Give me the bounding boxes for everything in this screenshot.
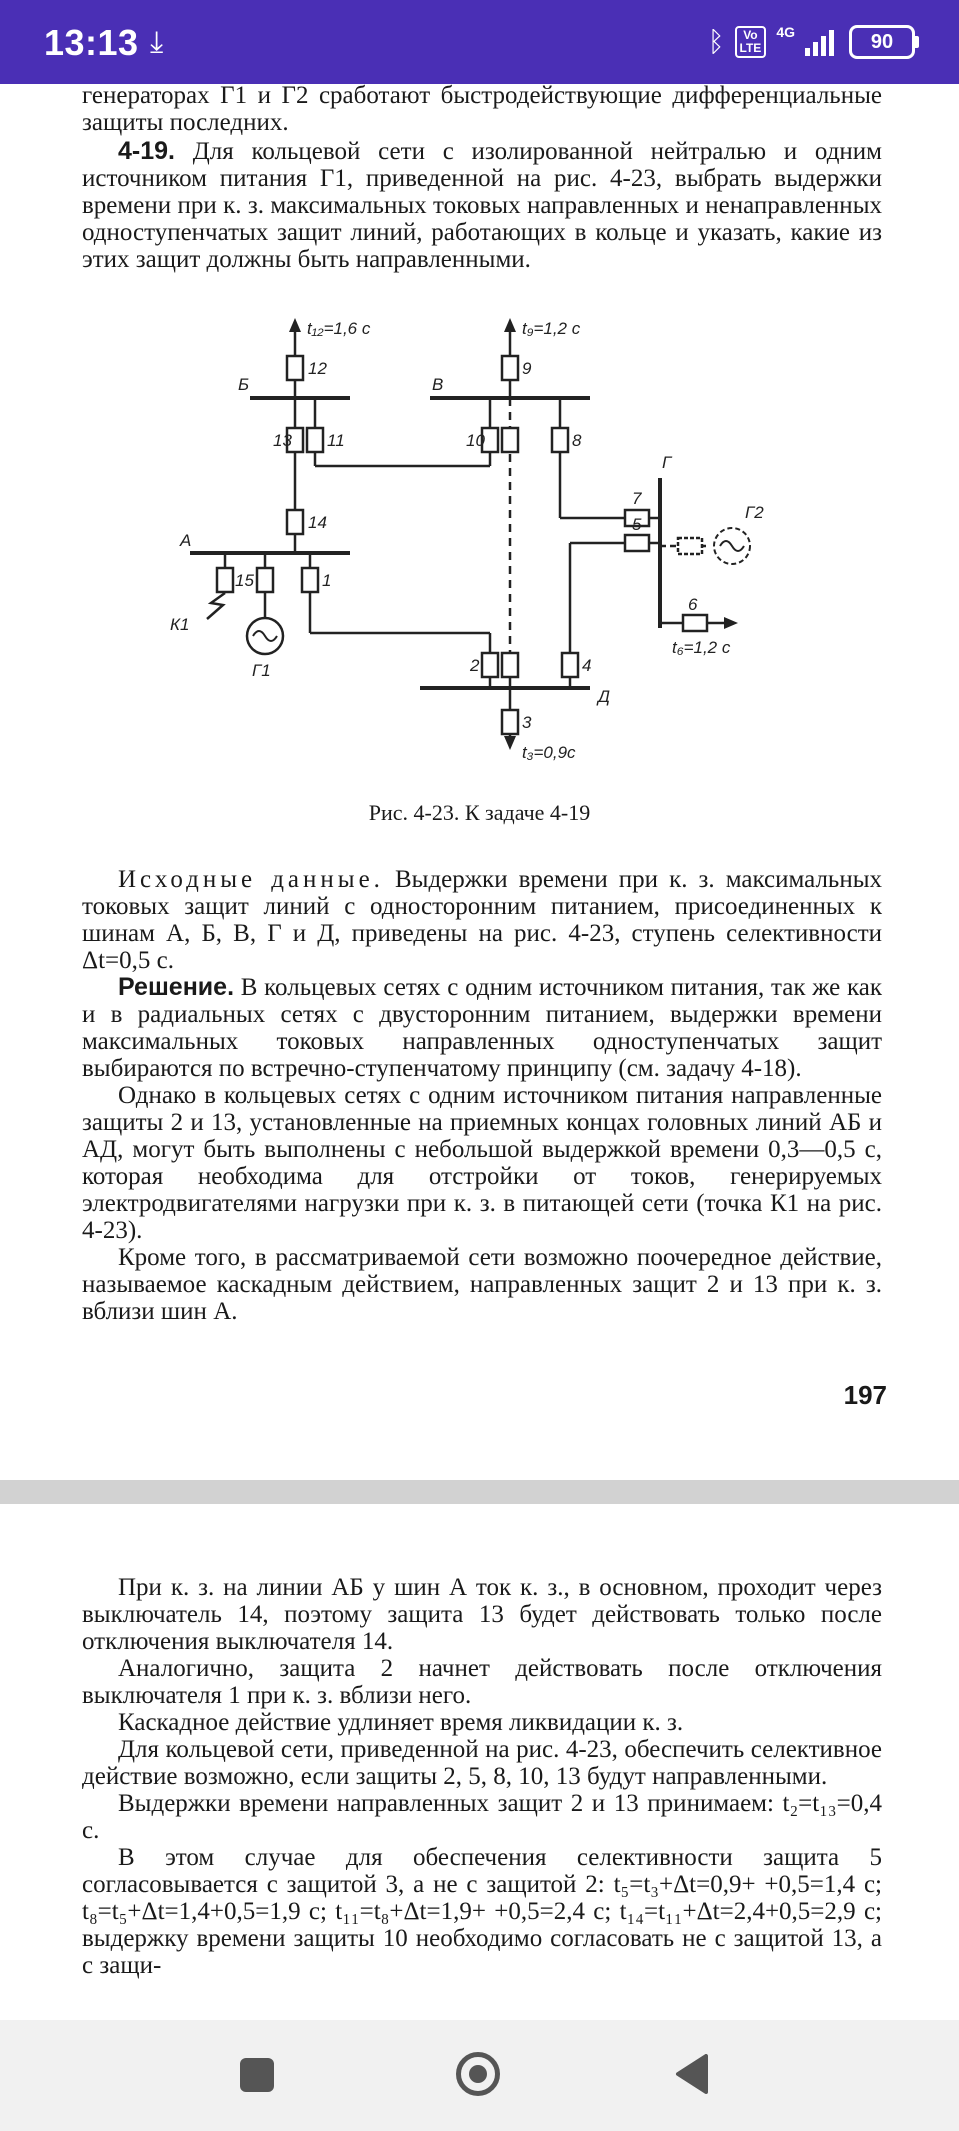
breaker-label-15: 15 [235,571,254,590]
breaker-15-icon [217,568,233,592]
circuit-diagram [170,318,790,778]
breaker-3-icon [502,710,518,734]
bus-label-v: В [432,375,444,394]
breaker-center-icon [502,428,518,452]
breaker-label-5: 5 [632,515,642,534]
breaker-label-7: 7 [632,489,642,508]
paragraph: генераторах Г1 и Г2 сработают быстродействующие дифференциальные защиты последних. [82,82,882,136]
problem-text: Для кольцевой сети с изолированной нейтралью и одним источником питания Г1, приведенной на рис. 4-23, выбрать выдержки времени при к. з. максимальных токовых направленных и ненаправленных одноступенчатых защит линий, работающих в кольце и указать, какие из этих защит должны быть направленными. [82,138,883,273]
paragraph: Выдержки времени направленных защит 2 и 13 принимаем: t₂=t₁₃=0,4 с. [82,1790,882,1844]
volte-icon: Vo LTE [735,26,767,58]
recent-apps-button[interactable] [240,2058,274,2092]
bus-label-a: А [180,531,192,550]
input-text: Выдержки времени при к. з. максимальных токовых защит линий с односторонним питанием, присоединенных к шинам А, Б, В, Г и Д, приведены на рис. 4-23, ступень селективности Δt=0,5 с. [82,866,882,974]
breaker-label-4: 4 [582,656,592,675]
breaker-label-2: 2 [470,656,480,675]
back-button[interactable] [674,2054,710,2094]
breaker-label-13: 13 [273,431,292,450]
page-number: 197 [843,1380,887,1410]
status-bar [0,0,959,84]
fault-k1-label: К1 [170,615,190,634]
home-button[interactable] [456,2052,500,2096]
breaker-8-icon [552,428,568,452]
breaker-6-icon [683,615,707,631]
problem-statement [82,138,882,273]
paragraph: Каскадное действие удлиняет время ликвидации к. з. [118,1709,684,1736]
breaker-label-6: 6 [688,595,698,614]
breaker-label-9: 9 [522,359,532,378]
breaker-5-icon [625,535,649,551]
status-time: 13:13 [44,22,139,63]
fault-k1-icon [207,593,225,619]
time-t9: t₉=1,2 с [522,319,581,338]
paragraph: Для кольцевой сети, приведенной на рис. 4-23, обеспечить селективное действие возможно, если защиты 2, 5, 8, 10, 13 будут направленными. [82,1736,882,1790]
breaker-2-icon [482,653,498,677]
solution-paragraph [82,974,882,1082]
breaker-11-icon [307,428,323,452]
breaker-label-10: 10 [466,431,485,450]
breaker-label-11: 11 [327,431,345,450]
paragraph: При к. з. на линии АБ у шин А ток к. з., в основном, проходит через выключатель 14, поэтому защита 13 будет действовать только после отключения выключателя 14. [82,1574,882,1655]
battery-icon [849,25,919,59]
battery-level: 90 [870,30,894,53]
breaker-g1-icon [257,568,273,592]
breaker-4-icon [562,653,578,677]
figure-caption: Рис. 4-23. К задаче 4-19 [368,800,591,825]
paragraph: В этом случае для обеспечения селективности защита 5 согласовывается с защитой 3, а не с защитой 2: t₅=t₃+Δt=0,9+ +0,5=1,4 с; t₈=t₅+Δt=1,4+0,5=1,9 с; t₁₁=t₈+Δt=1,9+ +0,5=2,4 с; t₁₄=t₁₁+Δt=2,4+0,5=2,9 с; выдержку времени защиты 10 необходимо согласовать не с защитой 13, а с защи- [82,1844,882,1979]
bus-label-d: Д [598,687,610,706]
page1-body-text [82,866,882,1325]
paragraph: Кроме того, в рассматриваемой сети возможно поочередное действие, называемое каскадным действием, направленных защит 2 и 13 при к. з. вблизи шин А. [82,1244,882,1325]
breaker-14-icon [287,510,303,534]
page2-body-text [82,1574,882,1979]
breaker-9-icon [502,356,518,380]
bus-label-g: Г [662,453,672,472]
page-separator [0,1480,959,1504]
breaker-label-1: 1 [322,571,332,590]
breaker-dash-icon [502,653,518,677]
breaker-label-12: 12 [308,359,327,378]
generator-g1-label: Г1 [252,661,271,680]
input-data-paragraph [82,866,882,974]
time-t6: t₆=1,2 с [672,638,731,657]
input-label: Исходные данные. [118,866,384,893]
paragraph: Аналогично, защита 2 начнет действовать после отключения выключателя 1 при к. з. вблизи него. [82,1655,882,1709]
problem-number: 4-19. [118,137,175,165]
time-t3: t₃=0,9с [522,743,576,762]
breaker-g2-icon [678,538,702,554]
bluetooth-icon: ᛒ [707,26,725,57]
breaker-label-14: 14 [308,513,327,532]
page1-top-text [82,82,882,273]
breaker-label-8: 8 [572,431,582,450]
generator-g2-label: Г2 [745,503,764,522]
solution-text: В кольцевых сетях с одним источником питания, так же как и в радиальных сетях с двусторонним питанием, выдержки времени максимальных токовых направленных одноступенчатых защит выбираются по встречно-ступенчатому принципу (см. задачу 4-18). [82,974,883,1082]
signal-icon [805,28,839,56]
breaker-1-icon [302,568,318,592]
bus-label-b: Б [238,375,250,394]
solution-label: Решение. [118,973,235,1001]
breaker-12-icon [287,356,303,380]
paragraph: Однако в кольцевых сетях с одним источником питания направленные защиты 2 и 13, установленные на приемных концах головных линий АБ и АД, могут быть выполнены с небольшой выдержкой времени 0,3—0,5 с, которая необходима для отстройки от токов, генерируемых электродвигателями нагрузки при к. з. в питающей сети (точка К1 на рис. 4-23). [82,1082,882,1244]
breaker-label-3: 3 [522,713,532,732]
download-icon: ⤓ [150,26,164,59]
navigation-bar [0,2020,959,2131]
network-type: 4G [776,24,795,40]
time-t12: t₁₂=1,6 с [307,319,371,338]
